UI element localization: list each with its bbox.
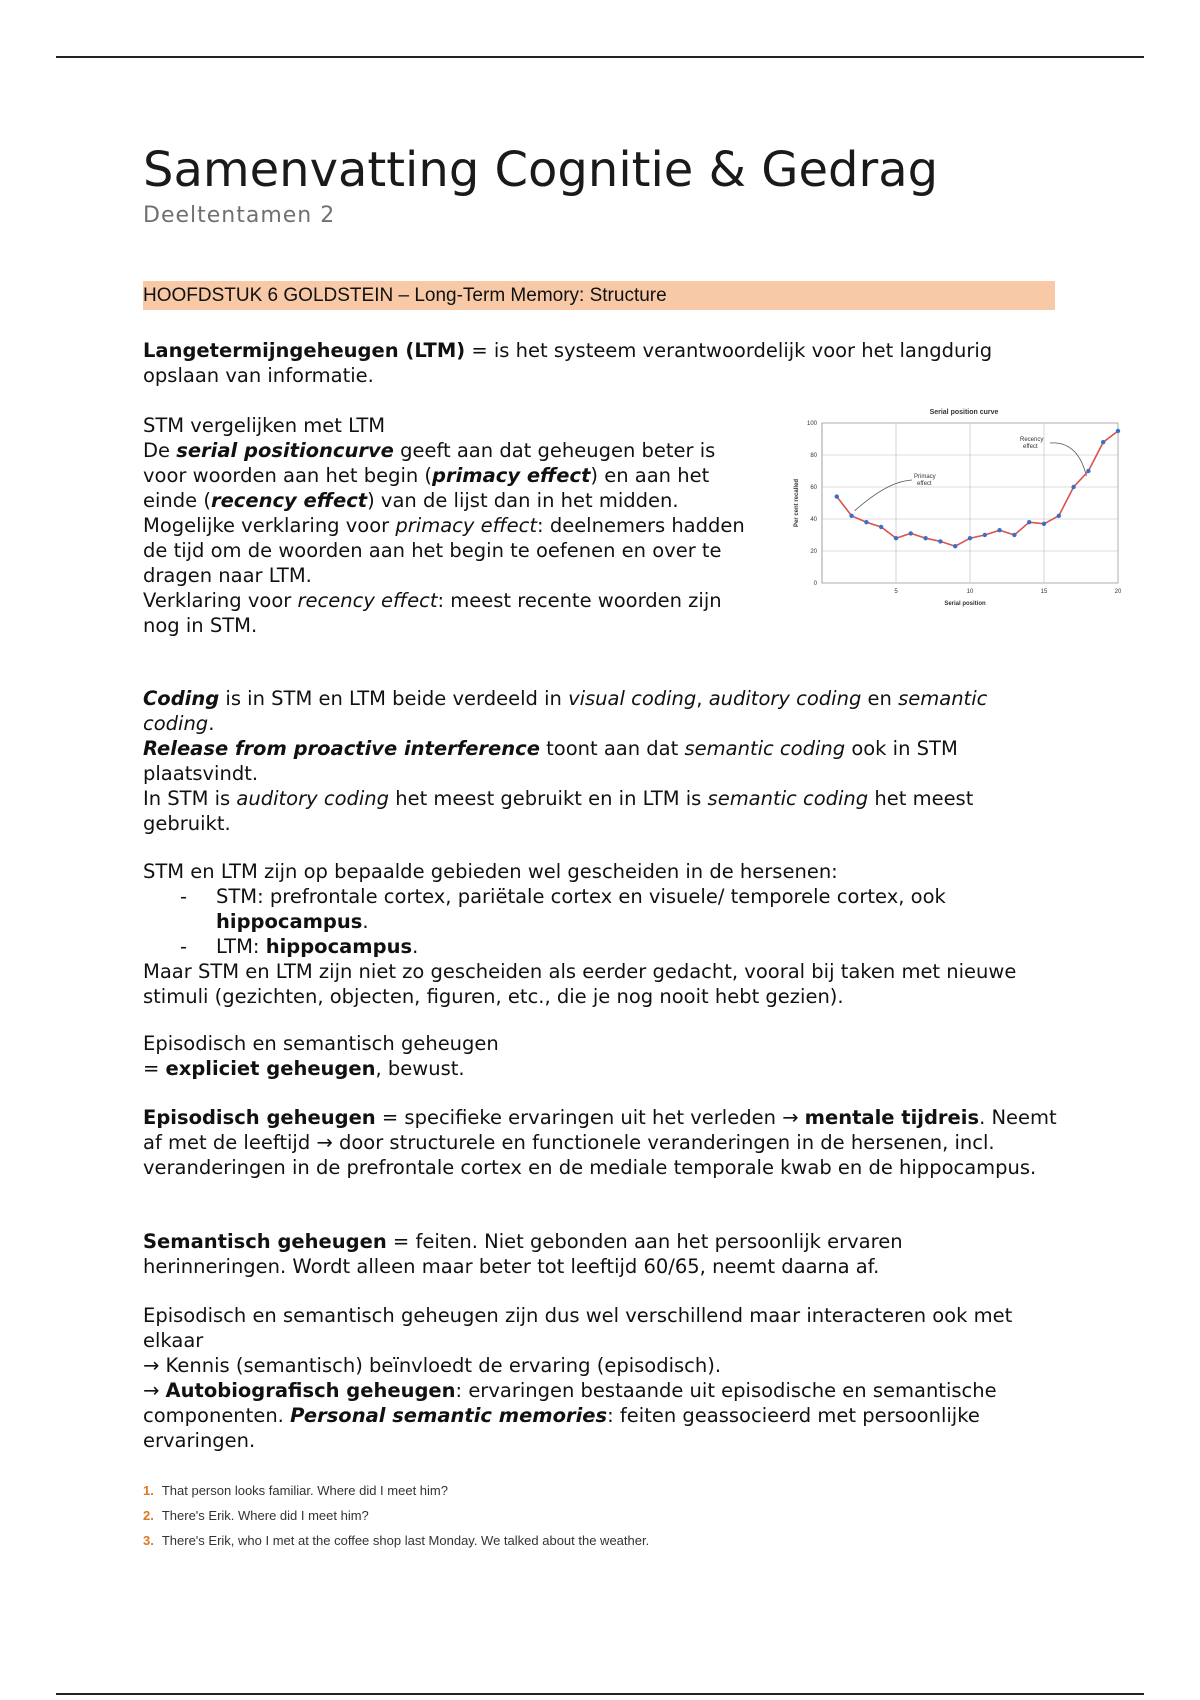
episodic-text: = specifieke ervaringen uit het verleden → (375, 1106, 805, 1129)
recency-annotation: effect (1023, 444, 1038, 450)
chart-x-tick: 10 (966, 589, 974, 595)
data-point (1057, 514, 1061, 518)
usage-text: In STM is (143, 787, 237, 810)
chart-title: Serial position curve (929, 409, 999, 416)
primacy-annotation: effect (917, 481, 932, 487)
serial-position-chart (788, 405, 1130, 613)
example-text: There's Erik. Where did I meet him? (161, 1508, 369, 1523)
semantic-coding: semantic coding (143, 687, 988, 735)
visual-coding: visual coding (568, 687, 697, 710)
mental-time-travel: mentale tijdreis (804, 1106, 980, 1129)
chart-x-tick: 5 (894, 589, 898, 595)
auditory-coding: auditory coding (708, 687, 862, 710)
interaction-knowledge: → Kennis (semantisch) beïnvloedt de ervaring (episodisch). (143, 1354, 722, 1377)
chart-x-tick: 15 (1040, 589, 1048, 595)
chart-y-tick: 20 (810, 549, 817, 555)
coding-sep: . (208, 712, 215, 735)
stm-ltm-comparison (143, 413, 748, 638)
chart-y-tick: 40 (810, 517, 817, 523)
chart-x-tick: 20 (1114, 589, 1122, 595)
primacy-arrow (855, 480, 912, 511)
personal-semantic-text: : feiten geassocieerd met persoonlijke ervaringen. (143, 1404, 980, 1452)
recency-explanation: Verklaring voor (143, 589, 298, 612)
data-point (968, 536, 972, 540)
chart-y-tick: 100 (806, 421, 817, 427)
data-point (1086, 469, 1090, 473)
usage-semantic: semantic coding (707, 787, 869, 810)
release-text-rest: ook in STM plaatsvindt. (143, 737, 958, 785)
stm-areas: STM: prefrontale cortex, pariëtale cortex en visuele/ temporele cortex, ook (216, 885, 946, 908)
top-rule (56, 56, 1144, 58)
data-point (909, 531, 913, 535)
episodic-term: Episodisch geheugen (143, 1106, 376, 1129)
data-point (1027, 520, 1031, 524)
usage-text-end: het meest gebruikt. (143, 787, 974, 835)
data-point (1042, 522, 1046, 526)
data-point (1116, 429, 1120, 433)
semantic-term: Semantisch geheugen (143, 1230, 387, 1253)
chart-x-label: Serial position (944, 601, 986, 607)
page-subtitle: Deeltentamen 2 (143, 203, 336, 228)
release-text: toont aan dat (539, 737, 685, 760)
chart-y-tick: 0 (813, 581, 817, 587)
recency-term: recency effect (210, 489, 368, 512)
list-period: . (362, 910, 369, 933)
data-point (953, 544, 957, 548)
chapter-heading: HOOFDSTUK 6 GOLDSTEIN – Long-Term Memory: Structure (143, 281, 1055, 310)
example-number: 2. (143, 1508, 154, 1523)
autobiographical-text: : ervaringen bestaande uit episodische en semantische componenten. (143, 1379, 997, 1427)
ltm-definition-text: = is het systeem verantwoordelijk voor het langdurig opslaan van informatie. (143, 339, 993, 387)
list-period: . (412, 935, 419, 958)
brain-intro: STM en LTM zijn op bepaalde gebieden wel gescheiden in de hersenen: (143, 860, 838, 883)
coding-term: Coding (143, 687, 220, 710)
episodic-text-rest: . Neemt af met de leeftijd → door structurele en functionele veranderingen in de hersenen, incl. veranderingen in de prefrontale cortex en de mediale temporale kwab en de hippocampus. (143, 1106, 1057, 1179)
stm-text: De (143, 439, 177, 462)
chart-y-label: Per cent recalled (794, 478, 800, 528)
list-item (143, 1478, 649, 1503)
data-point (1071, 485, 1075, 489)
separation-note: Maar STM en LTM zijn niet zo gescheiden als eerder gedacht, vooral bij taken met nieuwe stimuli (gezichten, objecten, figuren, etc., die je nog nooit hebt gezien). (143, 960, 1017, 1008)
example-number: 3. (143, 1533, 154, 1548)
coding-paragraph (143, 686, 1023, 836)
chart-y-tick: 80 (810, 453, 817, 459)
ltm-areas: LTM: (216, 935, 266, 958)
data-point (983, 533, 987, 537)
personal-semantic-term: Personal semantic memories (290, 1404, 608, 1427)
ltm-hippocampus: hippocampus (265, 935, 413, 958)
primacy-italic: primacy effect (395, 514, 538, 537)
list-dash: - (180, 885, 188, 908)
primacy-explanation-rest: : deelnemers hadden de tijd om de woorden aan het begin te oefenen en over te dragen naar LTM. (143, 514, 745, 587)
page-title: Samenvatting Cognitie & Gedrag (143, 142, 939, 198)
data-point (864, 520, 868, 524)
stm-text: ) van de lijst dan in het midden. (367, 489, 679, 512)
stm-text: ) en aan het einde ( (143, 464, 710, 512)
usage-auditory: auditory coding (236, 787, 390, 810)
episodic-memory (143, 1105, 1058, 1180)
interaction-paragraph (143, 1303, 1048, 1453)
explicit-heading: Episodisch en semantisch geheugen (143, 1032, 499, 1055)
coding-text: is in STM en LTM beide verdeeld in (219, 687, 569, 710)
example-text: There's Erik, who I met at the coffee shop last Monday. We talked about the weather. (161, 1533, 650, 1548)
semantic-text: = feiten. Niet gebonden aan het persoonlijk ervaren herinneringen. Wordt alleen maar beter tot leeftijd 60/65, neemt daarna af. (143, 1230, 903, 1278)
data-point (849, 514, 853, 518)
data-point (879, 525, 883, 529)
data-point (835, 494, 839, 498)
data-point (938, 539, 942, 543)
primacy-explanation: Mogelijke verklaring voor (143, 514, 396, 537)
recency-explanation-rest: : meest recente woorden zijn nog in STM. (143, 589, 722, 637)
explicit-memory (143, 1031, 1023, 1081)
series-line (837, 431, 1118, 546)
semantic-memory (143, 1229, 1003, 1279)
list-item (143, 884, 1048, 934)
recency-italic: recency effect (297, 589, 438, 612)
data-point (997, 528, 1001, 532)
stm-hippocampus: hippocampus (216, 910, 363, 933)
interaction-intro: Episodisch en semantisch geheugen zijn dus wel verschillend maar interacteren ook met elkaar (143, 1304, 1013, 1352)
list-item (143, 1528, 649, 1553)
data-point (923, 536, 927, 540)
coding-sep: en (861, 687, 899, 710)
release-term: Release from proactive interference (143, 737, 540, 760)
brain-areas-list (143, 884, 1048, 959)
autobiographical-term: Autobiografisch geheugen (165, 1379, 456, 1402)
stm-heading: STM vergelijken met LTM (143, 414, 386, 437)
recency-arrow (1050, 443, 1086, 476)
recency-annotation: Recency (1020, 437, 1044, 443)
stm-text: geeft aan dat geheugen beter is voor woorden aan het begin ( (143, 439, 716, 487)
list-dash: - (180, 935, 188, 958)
chart-y-tick: 60 (810, 485, 817, 491)
list-item (143, 934, 1048, 959)
coding-sep: , (696, 687, 709, 710)
bottom-rule (56, 1693, 1144, 1695)
explicit-rest: , bewust. (375, 1057, 465, 1080)
explicit-eq: = (143, 1057, 166, 1080)
serial-position-term: serial positioncurve (176, 439, 394, 462)
brain-areas-section (143, 859, 1048, 1009)
ltm-definition (143, 338, 1003, 388)
example-list (143, 1478, 649, 1553)
data-point (1101, 440, 1105, 444)
explicit-term: expliciet geheugen (165, 1057, 376, 1080)
interaction-arrow: → (143, 1379, 166, 1402)
example-number: 1. (143, 1483, 154, 1498)
usage-text-mid: het meest gebruikt en in LTM is (389, 787, 708, 810)
data-point (894, 536, 898, 540)
ltm-term: Langetermijngeheugen (LTM) (143, 339, 466, 362)
example-text: That person looks familiar. Where did I meet him? (161, 1483, 448, 1498)
data-point (1012, 533, 1016, 537)
list-item (143, 1503, 649, 1528)
primacy-annotation: Primacy (914, 474, 936, 480)
release-semantic: semantic coding (684, 737, 846, 760)
primacy-term: primacy effect (432, 464, 591, 487)
